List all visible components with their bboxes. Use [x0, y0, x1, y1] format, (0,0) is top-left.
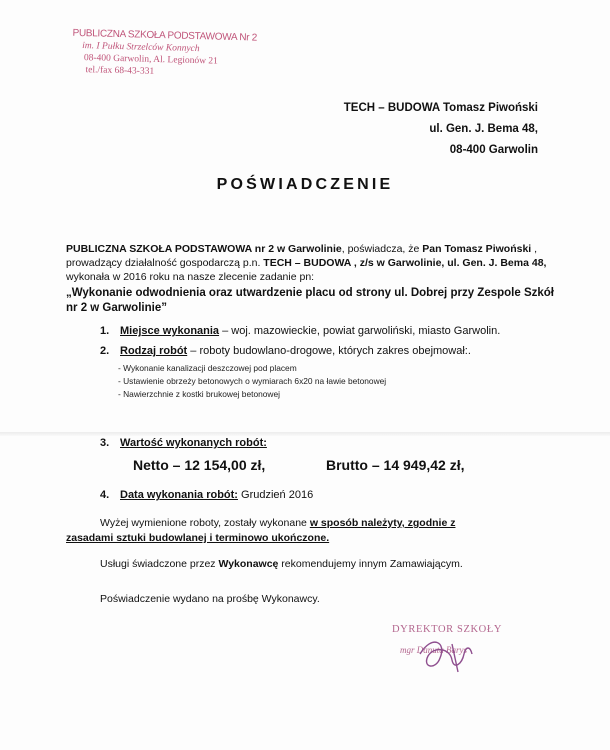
recipient-address [344, 98, 538, 161]
recommendation-paragraph [100, 557, 463, 572]
item-heading: Data wykonania robót: [120, 489, 238, 501]
intro-text-1: , poświadcza, że [341, 243, 423, 255]
item-heading: Miejsce wykonania [120, 325, 220, 337]
stamp-line-1: PUBLICZNA SZKOŁA PODSTAWOWA Nr 2 [72, 27, 258, 44]
stamp-line-3: 08-400 Garwolin, Al. Legionów 21 [83, 53, 218, 67]
issuance-paragraph: Poświadczenie wydano na prośbę Wykonawcy. [100, 593, 320, 605]
school-stamp [71, 27, 258, 80]
document-title: POŚWIADCZENIE [216, 176, 394, 193]
recommendation-text-2: rekomendujemy innym Zamawiającym. [278, 558, 463, 570]
paper-fold-line [0, 432, 610, 436]
item-number: 4. [100, 489, 110, 501]
list-item [100, 488, 313, 502]
list-item [100, 436, 267, 450]
price-netto: Netto – 12 154,00 zł, [133, 457, 266, 473]
intro-person: Pan Tomasz Piwoński [422, 243, 532, 255]
recipient-name: TECH – BUDOWA Tomasz Piwoński [343, 102, 538, 114]
completion-text-3: zasadami sztuki budowlanej i terminowo ukończone. [66, 532, 330, 544]
recommendation-text-1: Usługi świadczone przez [100, 558, 219, 570]
item-number: 2. [100, 345, 110, 357]
task-title: „Wykonanie odwodnienia oraz utwardzenie placu od strony ul. Dobrej przy Zespole Szkół nr 2 w Garwolinie” [66, 287, 554, 314]
completion-text-2: w sposób należyty, zgodnie z [309, 517, 456, 529]
item-number: 3. [100, 437, 110, 449]
stamp-line-4: tel./fax 68-43-331 [85, 65, 155, 77]
completion-text-1: Wyżej wymienione roboty, zostały wykonane [100, 517, 310, 529]
item-text: – woj. mazowieckie, powiat garwoliński, miasto Garwolin. [219, 325, 501, 337]
intro-firm: TECH – BUDOWA , z/s w Garwolinie, ul. Gen. J. Bema 48, [263, 257, 547, 269]
intro-text-2: , prowadzący działalność gospodarczą p.n. [66, 243, 538, 269]
intro-paragraph [66, 242, 556, 284]
intro-school: PUBLICZNA SZKOŁA PODSTAWOWA nr 2 w Garwolinie [66, 243, 342, 255]
recipient-city: 08-400 Garwolin [449, 144, 538, 156]
item-text: Grudzień 2016 [237, 489, 314, 501]
sub-item: - Wykonanie kanalizacji deszczowej pod placem [118, 363, 297, 373]
sub-item: - Nawierzchnie z kostki brukowej betonowej [118, 389, 280, 399]
signature-name: mgr Danuta Barys [400, 645, 467, 655]
item-heading: Rodzaj robót [120, 345, 188, 357]
completion-paragraph [100, 516, 520, 531]
stamp-line-2: im. I Pułku Strzelców Konnych [82, 41, 200, 55]
intro-text-3: wykonała w 2016 roku na nasze zlecenie zadanie pn: [66, 271, 315, 283]
recipient-street: ul. Gen. J. Bema 48, [429, 123, 538, 135]
list-item [100, 324, 500, 338]
director-signature-block [392, 624, 522, 655]
price-brutto: Brutto – 14 949,42 zł, [326, 457, 465, 473]
completion-paragraph-line-2 [66, 531, 329, 546]
item-text: – roboty budowlano-drogowe, których zakres obejmował:. [187, 345, 471, 357]
sub-item: - Ustawienie obrzeży betonowych o wymiarach 6x20 na ławie betonowej [118, 376, 387, 386]
signature-title: DYREKTOR SZKOŁY [392, 624, 503, 635]
item-heading: Wartość wykonanych robót: [120, 437, 267, 449]
item-number: 1. [100, 325, 110, 337]
recommendation-contractor: Wykonawcę [218, 558, 279, 570]
handwritten-signature-icon [392, 624, 522, 684]
list-item [100, 344, 471, 358]
